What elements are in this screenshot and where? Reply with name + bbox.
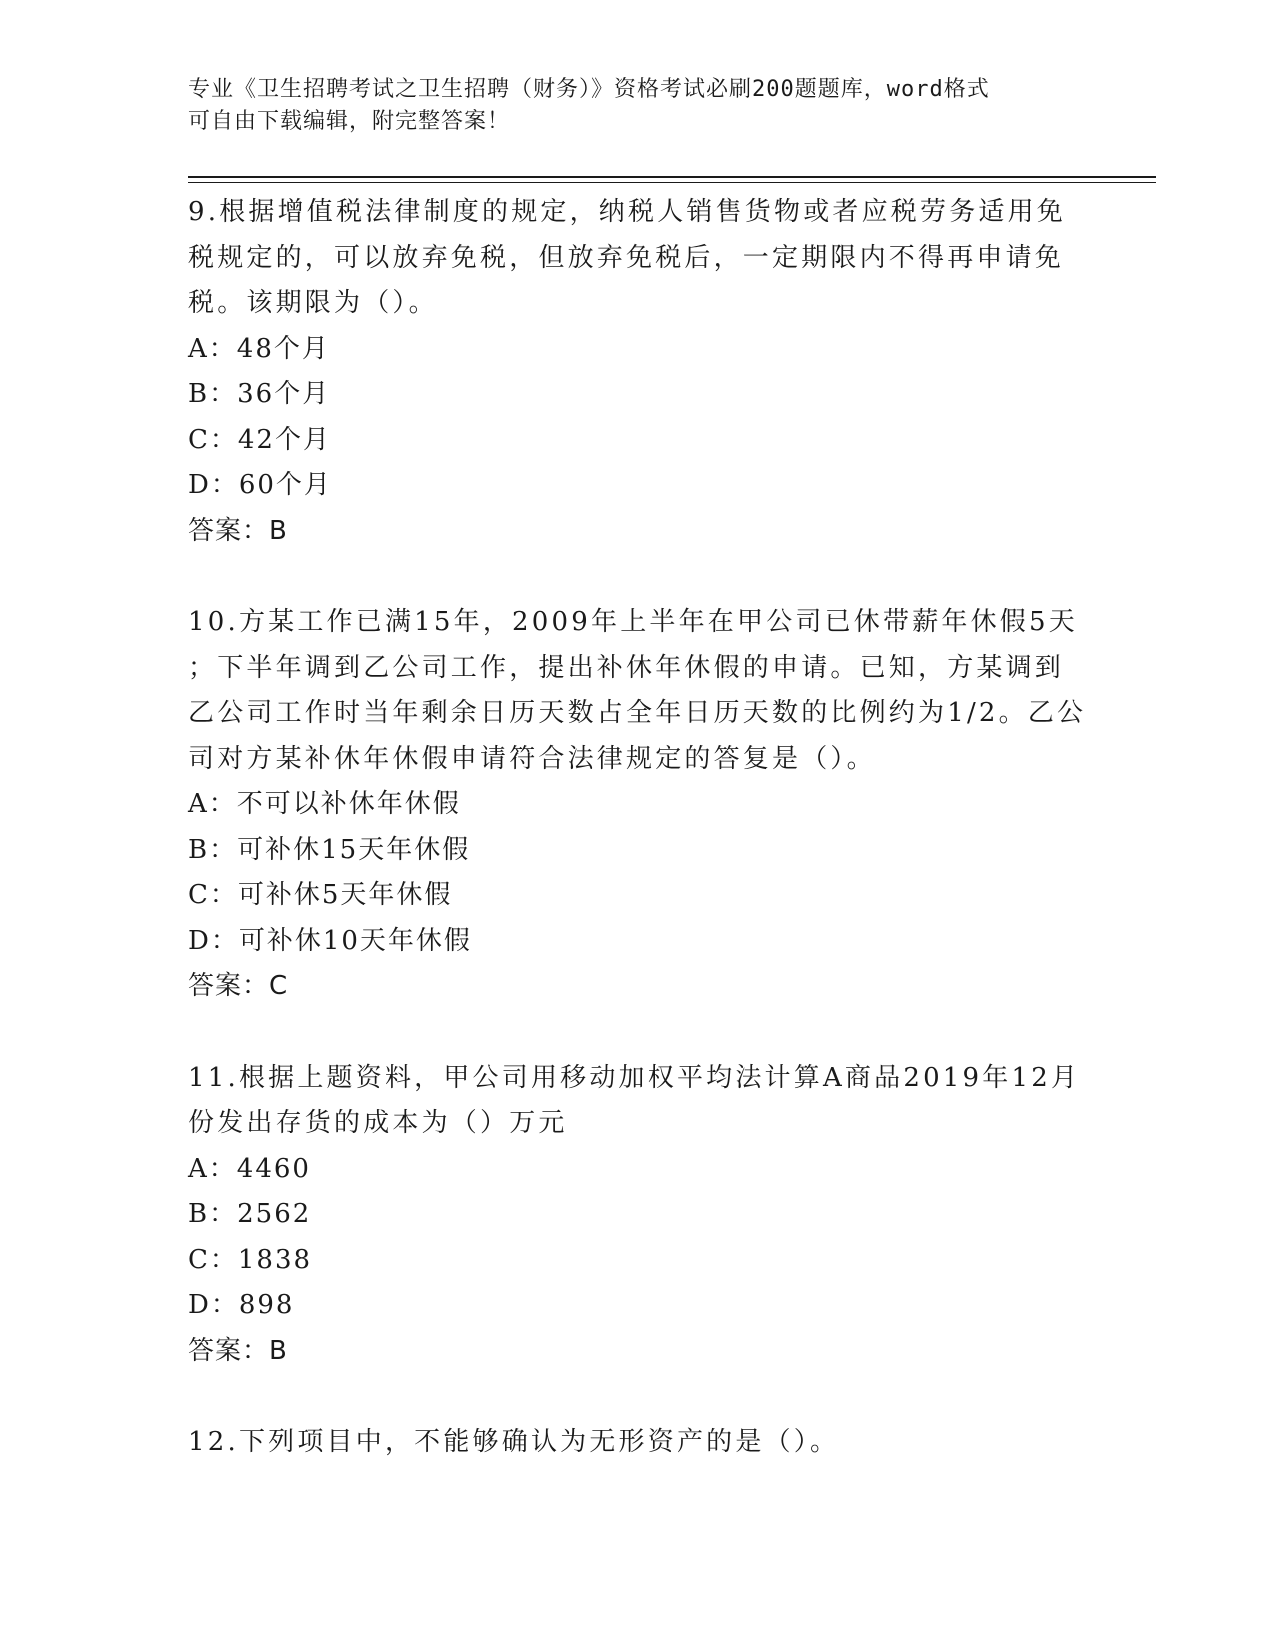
question-stem-line: 9.根据增值税法律制度的规定，纳税人销售货物或者应税劳务适用免 xyxy=(188,197,1067,227)
question-stem-line: ；下半年调到乙公司工作，提出补休年休假的申请。已知，方某调到 xyxy=(188,652,1065,683)
question-stem-line: 11.根据上题资料，甲公司用移动加权平均法计算A商品2019年12月 xyxy=(188,1062,1081,1093)
question-spacer xyxy=(188,1374,1088,1420)
question-stem-line: 份发出存货的成本为（）万元 xyxy=(188,1108,568,1138)
option-a: A：4460 xyxy=(188,1153,311,1184)
header-line-1: 专业《卫生招聘考试之卫生招聘（财务）》资格考试必刷200题题库，word格式 xyxy=(188,77,990,102)
question-stem-line: 乙公司工作时当年剩余日历天数占全年日历天数的比例约为1/2。乙公 xyxy=(188,698,1087,728)
question-stem-line: 税。该期限为（）。 xyxy=(188,288,438,318)
option-c: C：1838 xyxy=(188,1244,313,1275)
question-10 xyxy=(188,600,1088,1010)
document-header xyxy=(188,74,1068,138)
question-12 xyxy=(188,1420,1088,1466)
question-stem-line: 12.下列项目中，不能够确认为无形资产的是（）。 xyxy=(188,1427,840,1457)
question-11 xyxy=(188,1056,1088,1375)
option-b: B：36个月 xyxy=(188,379,331,409)
option-d: D：可补休10天年休假 xyxy=(188,925,472,956)
option-d: D：898 xyxy=(188,1290,295,1320)
header-divider-thin xyxy=(188,182,1156,183)
option-b: B：可补休15天年休假 xyxy=(188,834,471,865)
option-c: C：可补休5天年休假 xyxy=(188,880,453,910)
option-a: A：48个月 xyxy=(188,333,330,364)
question-stem-line: 司对方某补休年休假申请符合法律规定的答复是（）。 xyxy=(188,743,876,774)
question-9 xyxy=(188,190,1088,554)
header-line-2: 可自由下载编辑，附完整答案！ xyxy=(188,109,511,134)
option-b: B：2562 xyxy=(188,1199,312,1229)
question-stem-line: 10.方某工作已满15年，2009年上半年在甲公司已休带薪年休假5天 xyxy=(188,607,1078,637)
option-a: A：不可以补休年休假 xyxy=(188,789,461,819)
option-d: D：60个月 xyxy=(188,470,332,500)
option-c: C：42个月 xyxy=(188,424,331,455)
answer-line: 答案：B xyxy=(188,515,288,546)
question-spacer xyxy=(188,554,1088,600)
answer-line: 答案：C xyxy=(188,971,289,1001)
question-list xyxy=(188,190,1088,1466)
question-stem-line: 税规定的，可以放弃免税，但放弃免税后，一定期限内不得再申请免 xyxy=(188,242,1065,273)
answer-line: 答案：B xyxy=(188,1335,288,1366)
header-divider-thick xyxy=(188,176,1156,178)
question-spacer xyxy=(188,1010,1088,1056)
